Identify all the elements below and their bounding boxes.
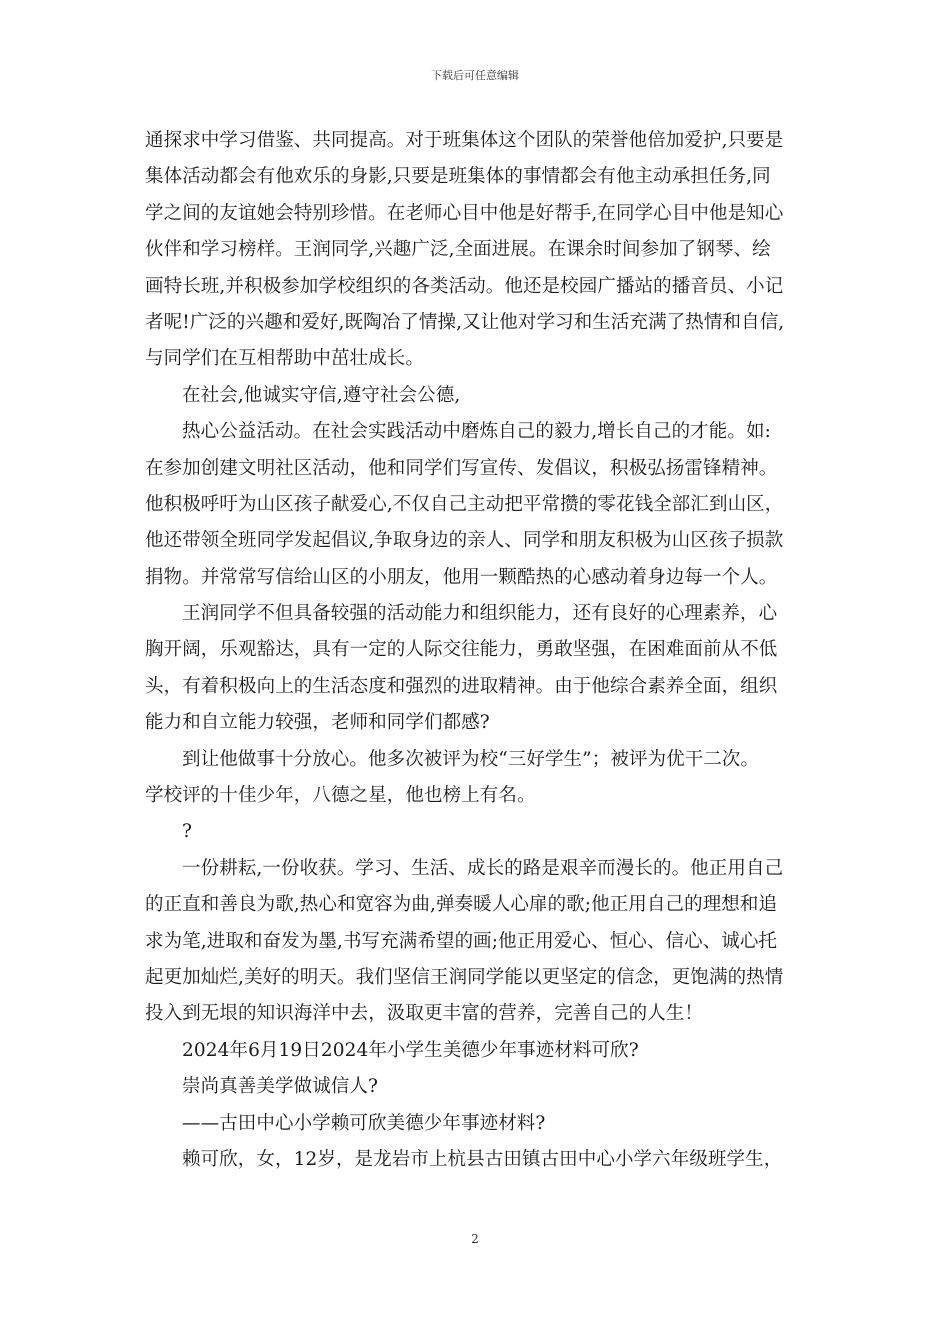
text-line: 与同学们在互相帮助中茁壮成长。 — [145, 348, 425, 370]
text-line: 画特长班,并积极参加学校组织的各类活动。他还是校园广播站的播音员、小记 — [145, 275, 784, 297]
text-line: 头，有着积极向上的生活态度和强烈的进取精神。由于他综合素养全面，组织 — [145, 675, 778, 697]
text-line: 学校评的十佳少年，八德之星，他也榜上有名。 — [145, 785, 536, 807]
text-line: 学之间的友谊她会特别珍惜。在老师心目中他是好帮手,在同学心目中他是知心 — [145, 202, 784, 224]
text-line: 伙伴和学习榜样。王润同学,兴趣广泛,全面进展。在课余时间参加了钢琴、绘 — [145, 239, 771, 261]
text-line: 的正直和善良为歌,热心和宽容为曲,弹奏暖人心扉的歌;他正用自己的理想和追 — [145, 894, 778, 916]
text-line: 集体活动都会有他欢乐的身影,只要是班集体的事情都会有他主动承担任务,同 — [145, 166, 771, 188]
text-line: 王润同学不但具备较强的活动能力和组织能力，还有良好的心理素养，心 — [182, 603, 778, 625]
document-body — [145, 123, 811, 1178]
text-line: 他还带领全班同学发起倡议,争取身边的亲人、同学和朋友积极为山区孩子损款 — [145, 530, 784, 552]
text-line: ? — [182, 821, 193, 843]
text-line: 到让他做事十分放心。他多次被评为校“三好学生”；被评为优干二次。 — [182, 748, 760, 770]
text-line: 通探求中学习借鉴、共同提高。对于班集体这个团队的荣誉他倍加爱护,只要是 — [145, 130, 784, 151]
text-line: 胸开阔，乐观豁达，具有一定的人际交往能力，勇敢坚强，在困难面前从不低 — [145, 639, 778, 661]
text-line: 2024年6月19日2024年小学生美德少年事迹材料可欣? — [182, 1039, 639, 1061]
text-line: ——古田中心小学赖可欣美德少年事迹材料? — [182, 1112, 546, 1134]
page-header: 下载后可任意编辑 — [431, 69, 519, 82]
text-line: 赖可欣，女，12岁，是龙岩市上杭县古田镇古田中心小学六年级班学生， — [182, 1148, 783, 1170]
text-line: 一份耕耘,一份收获。学习、生活、成长的路是艰辛而漫长的。他正用自己 — [182, 857, 784, 879]
text-line: 起更加灿烂,美好的明天。我们坚信王润同学能以更坚定的信念，更饱满的热情 — [145, 966, 784, 988]
text-line: 他积极呼吁为山区孩子献爱心,不仅自己主动把平常攒的零花钱全部汇到山区， — [145, 493, 784, 515]
text-line: 求为笔,进取和奋发为墨,书写充满希望的画;他正用爱心、恒心、信心、诚心托 — [145, 930, 778, 952]
text-line: 投入到无垠的知识海洋中去，汲取更丰富的营养，完善自己的人生！ — [145, 1003, 704, 1025]
text-line: 热心公益活动。在社会实践活动中磨炼自己的毅力,增长自己的才能。如: — [182, 421, 771, 443]
text-line: 在社会,他诚实守信,遵守社会公德, — [182, 384, 461, 406]
text-line: 崇尚真善美学做诚信人? — [182, 1076, 379, 1098]
text-line: 者呢!广泛的兴趣和爱好,既陶冶了情操,又让他对学习和生活充满了热情和自信, — [145, 311, 785, 333]
text-line: 在参加创建文明社区活动，他和同学们写宣传、发倡议，积极弘扬雷锋精神。 — [145, 457, 778, 479]
page-number: 2 — [471, 1232, 479, 1246]
text-line: 能力和自立能力较强，老师和同学们都感? — [145, 712, 490, 734]
text-line: 捐物。并常常写信给山区的小朋友，他用一颗酷热的心感动着身边每一个人。 — [145, 566, 778, 588]
